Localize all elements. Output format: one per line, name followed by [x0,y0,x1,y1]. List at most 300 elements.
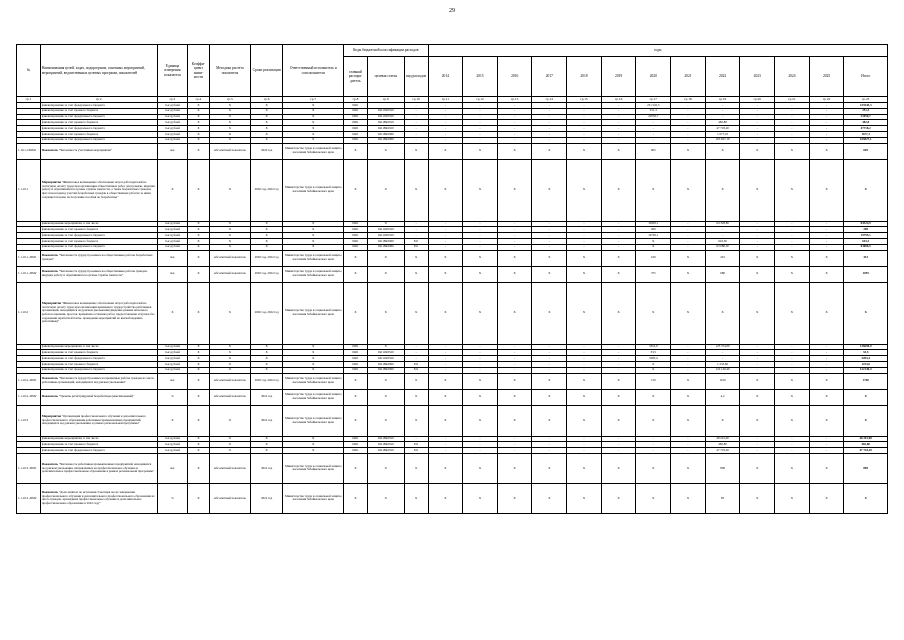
table-cell: X [636,405,671,436]
table-cell: X [532,282,567,344]
table-cell: 1677,1 [844,131,888,137]
table-cell: X [283,227,344,233]
table-cell: X [567,250,602,266]
table-cell: - [428,344,463,350]
column-number: гр.23 [844,97,888,103]
table-cell: X [250,137,282,143]
table-cell: - [463,344,498,350]
table-cell: - [705,114,740,120]
table-cell: - [404,126,428,132]
table-cell: X [463,405,498,436]
table-cell: X [344,453,368,483]
header-year: 2020 [636,57,671,97]
header-no: № [17,45,41,97]
table-cell: 482,80 [705,442,740,448]
header-total: Итого [844,57,888,97]
table-cell: - [497,244,532,250]
table-cell: - [636,137,671,143]
table-cell: - [705,227,740,233]
column-number: гр.19 [705,97,740,103]
row-kind-label: Показатель [41,394,59,399]
table-cell: - [532,227,567,233]
table-cell: - [497,344,532,350]
table-cell: 811 [404,244,428,250]
table-cell: - [428,367,463,373]
table-cell: X [209,448,250,454]
table-cell: X [809,483,844,513]
table-cell: - [775,137,810,143]
table-cell: 1055 [844,266,888,282]
table-cell: 0401 [344,120,368,126]
table-cell: X [188,103,210,109]
table-cell: X [344,282,368,344]
table-cell: - [740,114,775,120]
table-cell: 0401 [344,126,368,132]
table-cell: - [775,442,810,448]
table-cell: X [601,282,636,344]
table-cell: X [209,233,250,239]
table-cell: X [188,227,210,233]
table-cell: X [250,233,282,239]
table-cell: 2020 год, 2022 год [250,266,282,282]
row-name-cell: финансирование за счет краевого бюджета [40,108,157,114]
table-cell: - [404,108,428,114]
table-cell: - [740,442,775,448]
table-row [17,483,888,513]
table-cell: - [532,120,567,126]
table-cell: - [532,233,567,239]
table-cell: 482,80 [844,442,888,448]
table-cell: X [809,389,844,405]
table-cell: - [404,114,428,120]
table-cell: X [344,266,368,282]
table-cell: - [671,448,706,454]
table-cell: - [463,361,498,367]
table-cell: - [601,442,636,448]
table-cell: X [250,344,282,350]
column-number: гр.2 [40,97,157,103]
table-cell: - [775,356,810,362]
table-cell: X [567,453,602,483]
table-cell: - [497,238,532,244]
table-cell: X [775,250,810,266]
table-cell: - [428,233,463,239]
row-kind-label: Показатель [41,490,59,495]
column-number: гр.8 [344,97,368,103]
table-cell: X [188,448,210,454]
table-cell: - [671,367,706,373]
table-cell: - [497,356,532,362]
table-cell: 1.1.10.2 [17,282,41,344]
table-cell: - [532,108,567,114]
table-cell: - [601,221,636,227]
table-cell: - [740,344,775,350]
table-cell: X [497,483,532,513]
table-cell: X [188,250,210,266]
table-cell: X [532,266,567,282]
table-cell: X [209,442,250,448]
table-cell: 04118R2900 [367,361,404,367]
column-number: гр.3 [157,97,187,103]
row-name-cell [40,266,157,282]
header-year: 2024 [775,57,810,97]
table-cell: 04111R0520 [367,227,404,233]
table-cell: X [188,483,210,513]
row-kind-label: Мероприятие [41,413,61,418]
table-cell: X [344,483,368,513]
header-year: 2025 [809,57,844,97]
table-cell: X [209,282,250,344]
table-cell: X [497,282,532,344]
table-cell: X [809,159,844,221]
header-method: Методика расчета показателя [209,45,250,97]
table-cell: X [209,361,250,367]
row-name-text: "Численность участников мероприятия" [58,148,112,153]
table-cell: - [809,361,844,367]
table-cell: - [532,221,567,227]
table-cell: - [671,126,706,132]
table-cell: - [775,436,810,442]
table-cell: X [463,282,498,344]
column-number: гр.1 [17,97,41,103]
table-cell: - [404,344,428,350]
table-cell: X [283,367,344,373]
table-cell: X [567,266,602,282]
table-cell: X [188,233,210,239]
table-cell: - [567,103,602,109]
table-cell: - [601,238,636,244]
table-cell: X [188,356,210,362]
table-cell: - [671,103,706,109]
table-cell: - [532,103,567,109]
table-cell: X [367,266,404,282]
table-cell: 811 [404,442,428,448]
table-row [17,373,888,389]
table-cell: X [809,405,844,436]
table-cell: - [671,244,706,250]
table-cell: - [740,448,775,454]
table-cell: X [188,266,210,282]
table-cell: X [283,137,344,143]
row-kind-label: Показатель [41,376,59,381]
table-cell: X [250,108,282,114]
table-cell: 643,30 [705,238,740,244]
row-name-text: "Финансовое возмещение/ обеспечение затрат работодателей на частичную оплату труда при организации временного трудоустройства работников организаций, находящихся под риском увольнения (введение режима неполного рабочего времени, простоя, временная остановка работ, предоставление отпусков без сохранения заработной платы, проведение мероприятий по высвобождению работников)" [41,300,155,324]
table-cell: - [601,108,636,114]
table-cell: 1.10.1.-ПОМ1 [17,143,41,159]
table-cell: X [567,282,602,344]
table-cell: - [428,442,463,448]
table-cell: - [671,227,706,233]
table-cell: X [497,266,532,282]
row-name-cell: финансирование мероприятия, в том числе [40,436,157,442]
table-cell: X [344,389,368,405]
table-cell: X [428,389,463,405]
table-cell: - [567,233,602,239]
table-cell: 0401 [344,356,368,362]
table-cell: X [809,282,844,344]
table-cell: X [404,282,428,344]
table-cell: 605 [636,143,671,159]
table-cell: X [532,250,567,266]
table-cell: - [428,126,463,132]
table-cell: - [428,103,463,109]
table-cell: - [809,356,844,362]
table-cell: - [601,356,636,362]
table-cell: X [283,131,344,137]
table-cell: % [157,389,187,405]
table-cell: - [601,114,636,120]
table-cell: 19795,1 [844,233,888,239]
table-cell: 47718,2 [844,126,888,132]
table-cell: X [775,389,810,405]
header-unit: Единица измерения показателя [157,45,187,97]
table-cell: - [404,103,428,109]
table-cell: - [740,108,775,114]
table-cell: тыс.рублей [157,442,187,448]
table-cell: 2022 год [250,483,282,513]
table-cell: Министерство труда и социальной защиты населения Забайкальского края [283,389,344,405]
table-cell: - [601,244,636,250]
header-year: 2023 [740,57,775,97]
table-cell: X [567,405,602,436]
table-cell: X [567,373,602,389]
table-cell: - [404,436,428,442]
table-cell: 0401 [344,361,368,367]
row-name-cell: финансирование за счет федерального бюджета [40,233,157,239]
table-cell: 3283,4 [636,356,671,362]
table-cell: 47 718,20 [705,126,740,132]
table-cell: 04118R2910 [367,120,404,126]
table-cell: X [775,405,810,436]
table-cell: - [404,131,428,137]
table-cell: X [283,126,344,132]
table-cell: X [809,373,844,389]
table-cell: - [497,442,532,448]
row-name-cell: финансирование за счет краевого бюджета [40,120,157,126]
table-cell: 19995,1 [636,221,671,227]
row-name-cell: финансирование мероприятия, в том числе [40,344,157,350]
table-cell: - [601,361,636,367]
table-cell: - [775,221,810,227]
table-cell: X [740,250,775,266]
table-cell: 04111R0520 [367,356,404,362]
table-cell: 48 201,00 [844,436,888,442]
table-cell: - [671,221,706,227]
table-cell: X [740,143,775,159]
table-cell: X [209,405,250,436]
table-cell: - [705,233,740,239]
table-cell: 1.1.10.3.-ПМ1 [17,453,41,483]
table-cell: - [671,350,706,356]
table-cell: - [567,137,602,143]
table-cell: 1 677,10 [705,131,740,137]
table-cell: - [532,448,567,454]
table-cell: X [283,436,344,442]
table-cell: X [188,244,210,250]
table-cell: - [463,126,498,132]
table-cell: X [250,126,282,132]
column-number: гр.11 [428,97,463,103]
table-cell: 1.1.10.1 [17,159,41,221]
table-cell: - [567,131,602,137]
table-cell: X [705,405,740,436]
row-name-cell: финансирование за счет краевого бюджета [40,442,157,448]
header-kbk-group: Коды бюджетной классификации расходов [344,45,428,57]
column-number: гр.4 [188,97,210,103]
table-cell: 811 [404,448,428,454]
table-cell: X [532,159,567,221]
row-name-cell [40,453,157,483]
table-cell: X [188,221,210,227]
table-cell: - [497,350,532,356]
table-cell: X [404,250,428,266]
table-cell: X [740,483,775,513]
table-cell: X [250,350,282,356]
table-cell: X [775,453,810,483]
table-cell: - [404,227,428,233]
table-cell: тыс.рублей [157,137,187,143]
table-cell: - [601,344,636,350]
table-cell: - [809,227,844,233]
table-cell: X [367,250,404,266]
table-cell: - [671,120,706,126]
table-cell: - [463,131,498,137]
table-cell: - [775,344,810,350]
table-cell: - [740,350,775,356]
row-name-text: "Численность трудоустроенных на общественные работы безработных граждан" [41,253,153,262]
table-cell: X [809,143,844,159]
table-cell: - [428,131,463,137]
table-cell: - [671,137,706,143]
table-cell: X [283,244,344,250]
table-cell: X [775,143,810,159]
table-cell: - [740,244,775,250]
table-cell: 04118R2910 [367,436,404,442]
table-cell: X [601,453,636,483]
table-cell: - [809,244,844,250]
table-cell: - [671,114,706,120]
row-name-text: "Численность трудоустроенных на временные работы граждан из числа работников организаций, находящихся под риском увольнения" [41,376,154,385]
table-cell: X [367,453,404,483]
table-cell: 233545,3 [844,103,888,109]
table-row [17,405,888,436]
table-cell: 04118R2900 [367,238,404,244]
header-kbk-type: вид расходов [404,57,428,97]
table-cell: X [283,221,344,227]
row-name-cell [40,250,157,266]
table-cell: 1.1.10.3 [17,405,41,436]
table-cell: 04118R2910 [367,448,404,454]
table-cell: - [740,131,775,137]
table-cell: X [740,159,775,221]
table-cell: - [775,448,810,454]
table-cell: - [428,108,463,114]
table-cell: X [463,453,498,483]
table-cell: 2020 год, 2022 год [250,373,282,389]
table-cell: Министерство труда и социальной защиты населения Забайкальского края [283,405,344,436]
header-year: 2018 [567,57,602,97]
table-cell: тыс.рублей [157,361,187,367]
table-cell: - [428,448,463,454]
row-name-cell: финансирование за счет федерального бюджета [40,103,157,109]
table-cell: - [740,233,775,239]
table-cell: X [344,405,368,436]
table-cell: X [250,227,282,233]
table-cell: - [532,361,567,367]
header-terms: Сроки реализации [250,45,282,97]
table-cell: - [671,233,706,239]
table-cell: X [188,453,210,483]
header-kbk-article: целевая статья [367,57,404,97]
table-cell: 2022 год [250,389,282,405]
column-number: гр.15 [567,97,602,103]
table-cell: - [775,114,810,120]
table-cell: - [671,442,706,448]
table-cell: X [188,108,210,114]
row-name-cell: финансирование за счет краевого бюджета [40,238,157,244]
table-cell: - [601,367,636,373]
table-cell: - [775,361,810,367]
row-name-cell: финансирование за счет федерального бюджета [40,114,157,120]
table-cell: - [775,244,810,250]
table-cell: - [463,221,498,227]
table-cell: 0401 [344,103,368,109]
table-cell: - [532,126,567,132]
table-cell: X [209,120,250,126]
table-cell: - [567,448,602,454]
table-cell: X [775,282,810,344]
column-number: гр.6 [250,97,282,103]
table-row [17,159,888,221]
table-cell: X [636,389,671,405]
table-cell: X [188,361,210,367]
row-name-cell [40,405,157,436]
table-cell: X [671,389,706,405]
row-kind-label: Мероприятие [41,179,61,184]
table-cell: X [671,405,706,436]
table-cell: X [532,143,567,159]
table-cell: - [567,344,602,350]
table-cell: 0401 [344,233,368,239]
row-name-cell: финансирование мероприятия, в том числе [40,221,157,227]
table-cell: 0401 [344,344,368,350]
table-cell: X [188,126,210,132]
table-cell: 0401 [344,367,368,373]
table-cell: X [209,108,250,114]
table-cell: X [157,282,187,344]
table-cell: - [497,367,532,373]
table-cell: % [157,483,187,513]
table-cell: - [809,114,844,120]
row-name-cell [40,373,157,389]
table-cell: - [428,114,463,120]
table-cell: X [809,453,844,483]
table-cell: 0401 [344,244,368,250]
table-cell: 04118R2900 [367,131,404,137]
table-cell: 643,3 [844,238,888,244]
table-cell: 04111R0520 [367,114,404,120]
table-cell: 33,5 [636,350,671,356]
table-cell: X [705,159,740,221]
table-cell: - [463,137,498,143]
table-cell: X [601,159,636,221]
table-cell: 2022 год [250,453,282,483]
row-name-cell [40,159,157,221]
table-cell: 0401 [344,108,368,114]
table-cell: Министерство труда и социальной защиты населения Забайкальского края [283,453,344,483]
column-number: гр.17 [636,97,671,103]
